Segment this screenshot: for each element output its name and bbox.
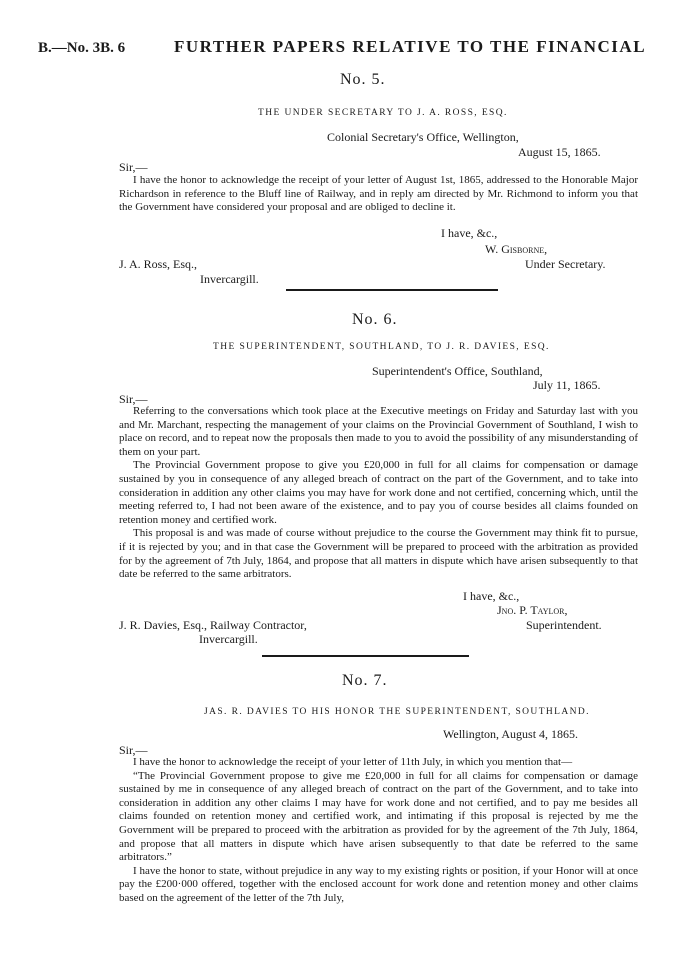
letter-5-number: No. 5. xyxy=(340,71,386,88)
letter-7-body xyxy=(119,756,638,906)
section-divider xyxy=(262,655,469,657)
letter-5-heading: THE UNDER SECRETARY TO J. A. ROSS, ESQ. xyxy=(258,108,508,118)
letter-5-address: Colonial Secretary's Office, Wellington, xyxy=(327,130,519,144)
letter-5-recipient-place: Invercargill. xyxy=(200,272,259,286)
page-header-title: FURTHER PAPERS RELATIVE TO THE FINANCIAL xyxy=(174,37,647,56)
letter-5-signature: W. Gisborne, xyxy=(485,242,548,256)
letter-6-recipient: J. R. Davies, Esq., Railway Contractor, xyxy=(119,618,307,632)
letter-6-date: July 11, 1865. xyxy=(533,378,601,392)
letter-6-paragraph: This proposal is and was made of course without prejudice to the course the Government may think fit to pursue, if it is rejected by you; and in that case the Government will be prepared to proceed with the arbitration as provided for by the agreement of 7th July, 1864, and propose that all matters in dispute which have arisen subsequently to that date be referred to the same arbitrators. xyxy=(119,527,638,581)
letter-7-heading: JAS. R. DAVIES TO HIS HONOR THE SUPERINTENDENT, SOUTHLAND. xyxy=(204,707,590,717)
letter-5-paragraph: I have the honor to acknowledge the receipt of your letter of August 1st, 1865, addressed to the Honorable Major Richardson in reference to the Bluff line of Railway, and in reply am directed by Mr. Richmond to inform you that the Government have considered your proposal and are obliged to decline it. xyxy=(119,174,638,214)
letter-6-body xyxy=(119,405,638,582)
letter-7-quoted-paragraph: “The Provincial Government propose to give me £20,000 in full for all claims for compensation or damage sustained by me in consequence of any alleged breach of contract on the part of the Government, and to take into consideration in addition any other claims I may have for work done and not certified, and to pay me besides all claims founded on retention money and certified work, and intimating if this proposal is rejected by me the Government will be prepared to proceed with the arbitration as provided for by the agreement of the 7th July, 1864, and propose that all matters in dispute which have arisen subsequently to that date be referred to the same arbitrators.” xyxy=(119,769,638,864)
letter-5-salutation: Sir,— xyxy=(119,160,148,174)
letter-6-number: No. 6. xyxy=(352,311,398,328)
letter-6-signature-title: Superintendent. xyxy=(526,618,602,632)
letter-5-closing: I have, &c., xyxy=(441,226,498,240)
letter-5-recipient: J. A. Ross, Esq., xyxy=(119,257,198,271)
letter-6-paragraph: The Provincial Government propose to give you £20,000 in full for all claims for compensation or damage sustained by you in consequence of any alleged breach of contract on the part of the Government, and to take into consideration in addition any other claims you may have for work done and not certified, concerning which, until the meeting referred to, I had not been aware of the existence, and to pay you of course besides all claims founded on retention money and certified work. xyxy=(119,459,638,526)
letter-7-number: No. 7. xyxy=(342,672,388,689)
letter-6-paragraph: Referring to the conversations which took place at the Executive meetings on Friday and Saturday last with you and Mr. Marchant, respecting the management of your claims on the Provincial Government of Southland, I wish to place on record, and to repeat now the proposals then made to you to avoid the possibility of any misunderstanding of them on your part. xyxy=(119,405,638,458)
letter-7-paragraph: I have the honor to state, without prejudice in any way to my existing rights or position, if your Honor will at once pay the £200·000 offered, together with the enclosed account for work done and retention money and other claims based on the agreement of the letter of the 7th July, xyxy=(119,864,638,904)
letter-7-salutation: Sir,— xyxy=(119,743,148,757)
letter-6-recipient-place: Invercargill. xyxy=(199,632,258,646)
letter-6-heading: THE SUPERINTENDENT, SOUTHLAND, TO J. R. DAVIES, ESQ. xyxy=(213,342,550,352)
letter-6-salutation: Sir,— xyxy=(119,392,148,406)
section-divider xyxy=(286,289,498,291)
letter-5-body xyxy=(119,174,638,215)
letter-7-date: Wellington, August 4, 1865. xyxy=(443,727,579,741)
letter-6-address: Superintendent's Office, Southland, xyxy=(372,364,543,378)
letter-5-signature-title: Under Secretary. xyxy=(525,257,606,271)
letter-5-date: August 15, 1865. xyxy=(518,145,601,159)
page-reference: B.—No. 3B. 6 xyxy=(38,40,126,56)
letter-6-signature: Jno. P. Taylor, xyxy=(497,603,568,617)
letter-7-paragraph: I have the honor to acknowledge the receipt of your letter of 11th July, in which you mention that— xyxy=(133,756,573,768)
letter-6-closing: I have, &c., xyxy=(463,589,520,603)
